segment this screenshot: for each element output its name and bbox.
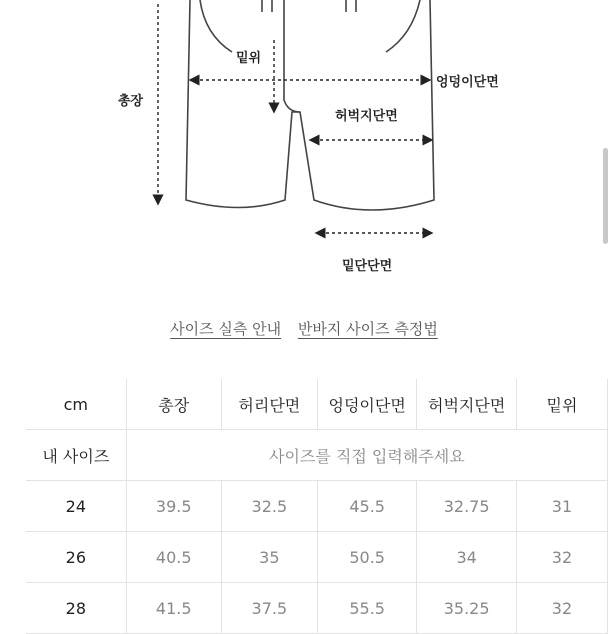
value-cell: 32 <box>516 583 607 634</box>
value-cell: 34 <box>417 532 517 583</box>
total-length-label: 총장 <box>118 94 144 109</box>
value-cell: 32.5 <box>221 481 317 532</box>
header-cell: 총장 <box>126 379 221 430</box>
table-row <box>26 532 608 583</box>
value-cell: 50.5 <box>317 532 417 583</box>
value-cell: 35 <box>221 532 317 583</box>
hip-label: 엉덩이단면 <box>436 75 499 90</box>
my-size-label: 내 사이즈 <box>26 430 126 481</box>
hem-label: 밑단단면 <box>342 259 393 274</box>
value-cell: 35.25 <box>417 583 517 634</box>
header-cell: 엉덩이단면 <box>317 379 417 430</box>
header-cell: 밑위 <box>516 379 607 430</box>
table-row <box>26 481 608 532</box>
size-guide-link[interactable]: 사이즈 실측 안내 <box>170 320 282 338</box>
value-cell: 32.75 <box>417 481 517 532</box>
value-cell: 41.5 <box>126 583 221 634</box>
shorts-illustration <box>0 0 608 290</box>
size-cell: 24 <box>26 481 126 532</box>
my-size-input[interactable]: 사이즈를 직접 입력해주세요 <box>126 430 607 481</box>
thigh-label: 허벅지단면 <box>335 109 398 124</box>
table-header-row <box>26 379 608 430</box>
value-cell: 55.5 <box>317 583 417 634</box>
header-cell: 허벅지단면 <box>417 379 517 430</box>
header-cell: 허리단면 <box>221 379 317 430</box>
value-cell: 39.5 <box>126 481 221 532</box>
value-cell: 31 <box>516 481 607 532</box>
size-cell: 26 <box>26 532 126 583</box>
size-table <box>26 379 608 634</box>
rise-label: 밑위 <box>236 51 262 66</box>
value-cell: 40.5 <box>126 532 221 583</box>
size-cell: 28 <box>26 583 126 634</box>
table-row <box>26 583 608 634</box>
shorts-measure-link[interactable]: 반바지 사이즈 측정법 <box>297 320 438 338</box>
value-cell: 45.5 <box>317 481 417 532</box>
my-size-row <box>26 430 608 481</box>
guide-links <box>0 318 608 339</box>
value-cell: 32 <box>516 532 607 583</box>
header-cell: cm <box>26 379 126 430</box>
scrollbar[interactable] <box>603 148 608 244</box>
shorts-measurement-diagram <box>0 0 608 290</box>
value-cell: 37.5 <box>221 583 317 634</box>
